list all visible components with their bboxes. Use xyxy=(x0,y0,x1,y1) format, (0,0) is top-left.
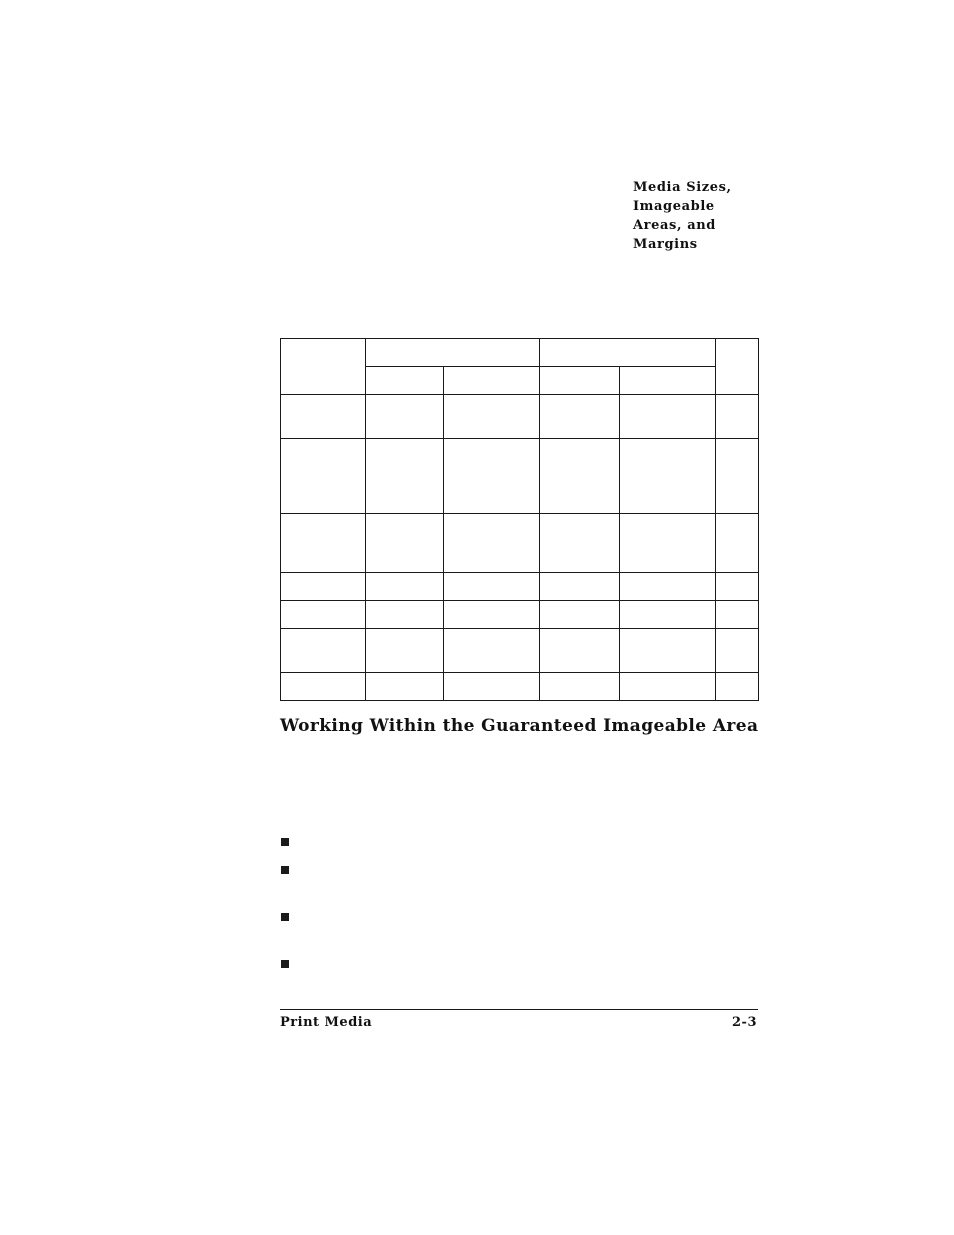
table-cell xyxy=(620,514,716,573)
table-cell xyxy=(540,395,620,439)
table-cell xyxy=(281,673,366,701)
bullet-marker xyxy=(281,913,289,921)
table-row xyxy=(281,395,759,439)
table-cell xyxy=(620,629,716,673)
table-cell xyxy=(444,601,540,629)
table-cell xyxy=(540,629,620,673)
table-cell xyxy=(716,439,759,514)
table-cell xyxy=(716,601,759,629)
table-cell xyxy=(620,601,716,629)
table-cell xyxy=(620,439,716,514)
table-cell xyxy=(281,439,366,514)
table-cell xyxy=(281,601,366,629)
side-heading-line: Margins xyxy=(633,237,698,252)
table-cell xyxy=(366,395,444,439)
table-cell xyxy=(366,629,444,673)
table-cell xyxy=(444,629,540,673)
footer-page-number: 2-3 xyxy=(732,1015,757,1030)
side-heading-line: Areas, and xyxy=(633,218,716,233)
table-cell xyxy=(366,339,540,367)
media-size-table xyxy=(280,338,759,701)
bullet-marker xyxy=(281,866,289,874)
table-cell xyxy=(366,439,444,514)
table-cell xyxy=(716,629,759,673)
table-cell xyxy=(716,673,759,701)
table-cell xyxy=(281,629,366,673)
side-heading-line: Imageable xyxy=(633,199,715,214)
table-cell xyxy=(366,673,444,701)
table-cell xyxy=(444,673,540,701)
table-row xyxy=(281,601,759,629)
table-cell xyxy=(444,439,540,514)
table-cell xyxy=(540,367,620,395)
table-cell xyxy=(620,395,716,439)
table-cell xyxy=(540,339,716,367)
table-cell xyxy=(281,573,366,601)
table-row xyxy=(281,673,759,701)
table-cell xyxy=(366,514,444,573)
side-heading-line: Media Sizes, xyxy=(633,180,732,195)
table-cell xyxy=(716,339,759,395)
table-cell xyxy=(540,601,620,629)
table-cell xyxy=(281,395,366,439)
table-cell xyxy=(716,395,759,439)
table-cell xyxy=(540,573,620,601)
bullet-marker xyxy=(281,838,289,846)
table-cell xyxy=(540,673,620,701)
table-cell xyxy=(444,573,540,601)
table-cell xyxy=(444,367,540,395)
table-cell xyxy=(716,573,759,601)
table-cell xyxy=(716,514,759,573)
table-cell xyxy=(620,673,716,701)
table-row xyxy=(281,573,759,601)
table-cell xyxy=(366,367,444,395)
table-cell xyxy=(540,514,620,573)
side-heading xyxy=(633,178,763,254)
table-cell xyxy=(366,573,444,601)
table-cell xyxy=(444,514,540,573)
footer-rule xyxy=(280,1009,758,1010)
table-cell xyxy=(366,601,444,629)
table-row xyxy=(281,439,759,514)
table-header-row xyxy=(281,339,759,367)
footer-section-title: Print Media xyxy=(280,1015,373,1030)
table-row xyxy=(281,514,759,573)
table-cell xyxy=(444,395,540,439)
section-heading: Working Within the Guaranteed Imageable Area xyxy=(280,716,759,736)
table-row xyxy=(281,629,759,673)
bullet-marker xyxy=(281,960,289,968)
table-cell xyxy=(281,339,366,395)
table-cell xyxy=(620,573,716,601)
table-cell xyxy=(540,439,620,514)
table-cell xyxy=(281,514,366,573)
table-cell xyxy=(620,367,716,395)
